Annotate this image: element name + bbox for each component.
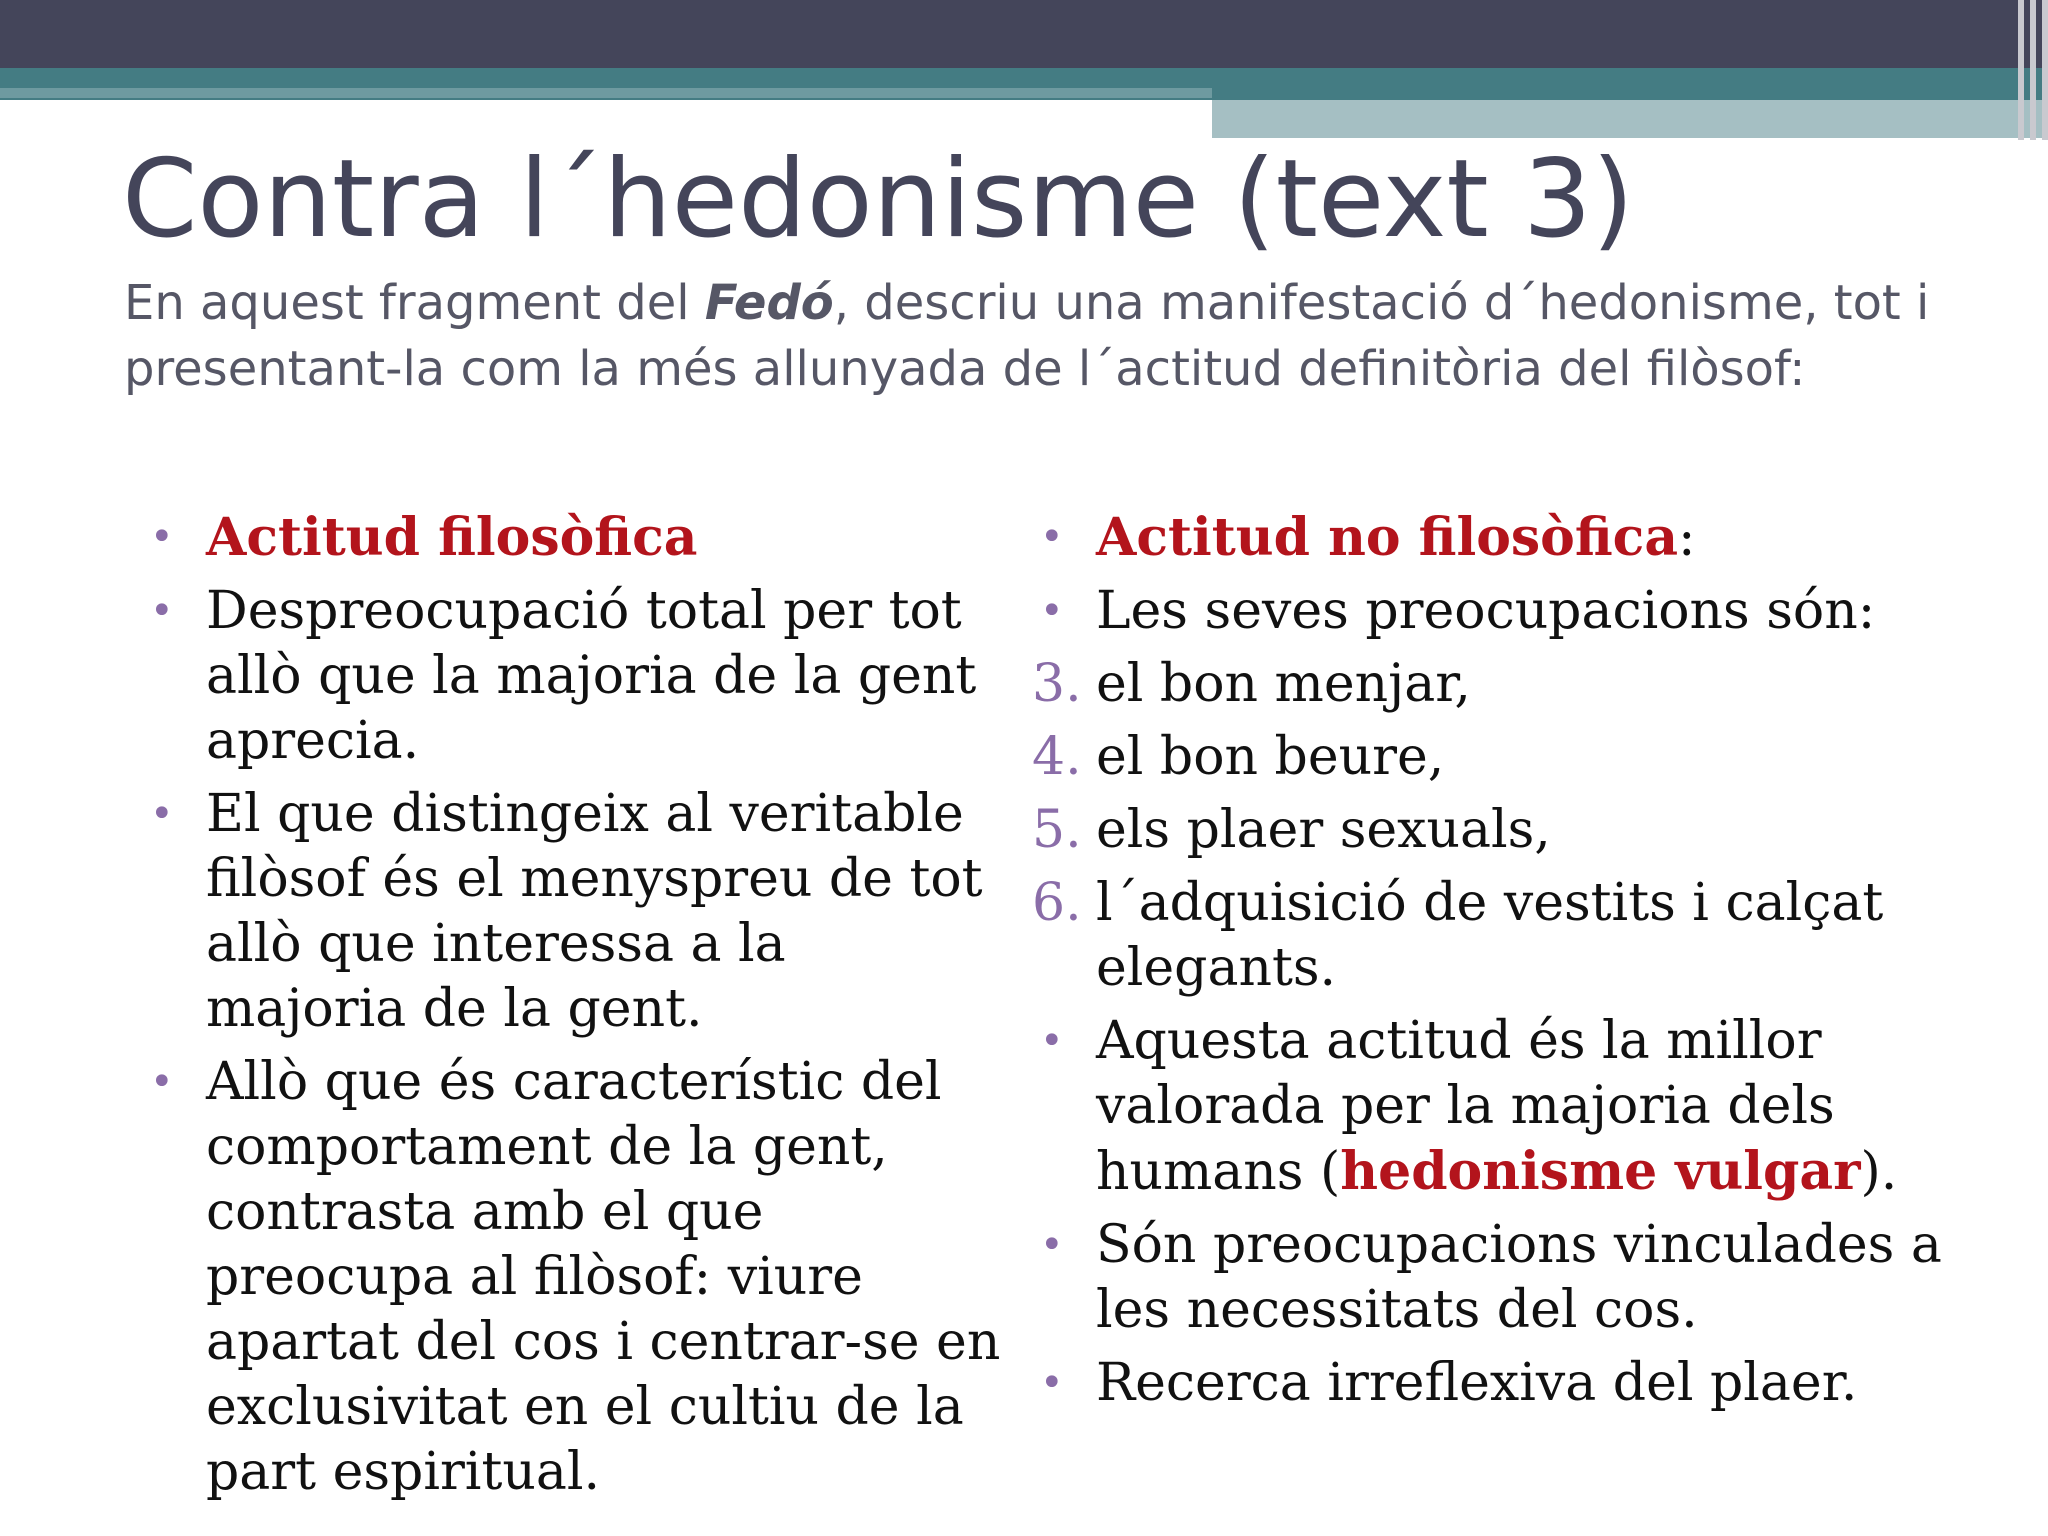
bullet-icon: • — [1040, 1360, 1064, 1406]
right-heading-suffix: : — [1678, 508, 1696, 568]
list-item — [142, 782, 1002, 1042]
header-accent-line — [0, 88, 1212, 98]
bullet-icon: • — [1040, 1018, 1064, 1064]
right-item-text: Recerca irreflexiva del plaer. — [1096, 1353, 1858, 1413]
numbered-item-text: els plaer sexuals, — [1096, 800, 1551, 860]
numbered-item-text: el bon menjar, — [1096, 654, 1471, 714]
left-column — [142, 505, 1002, 1513]
header-band-dark — [0, 0, 2048, 68]
numbered-item-text: l´adquisició de vestits i calçat elegants. — [1096, 873, 1884, 998]
list-item — [142, 1050, 1002, 1505]
left-item-text: Despreocupació total per tot allò que la majoria de la gent aprecia. — [206, 581, 977, 771]
valued-suffix: ). — [1860, 1142, 1898, 1202]
edge-stripes — [1992, 0, 2048, 140]
left-item-text: El que distingeix al veritable filòsof és el menyspreu de tot allò que interessa a la majoria de la gent. — [206, 784, 983, 1039]
hedonisme-vulgar-highlight: hedonisme vulgar — [1340, 1141, 1861, 1202]
left-item-text: Allò que és característic del comportament de la gent, contrasta amb el que preocupa al filòsof: viure apartat del cos i centrar-se en exclusivitat en el cultiu de la part espiritual. — [206, 1052, 1001, 1502]
list-item — [1032, 1351, 1992, 1416]
intro-part1: En aquest fragment del — [124, 275, 705, 331]
right-item-text: Són preocupacions vinculades a les necessitats del cos. — [1096, 1215, 1942, 1340]
numbered-item — [1032, 725, 1992, 790]
bullet-icon: • — [150, 588, 174, 634]
item-number: 3. — [1032, 654, 1082, 714]
slide-intro — [124, 270, 2004, 402]
right-column — [1032, 505, 1992, 1424]
valued-prefix: Aquesta actitud és la millor valorada per la majoria dels humans ( — [1096, 1011, 1835, 1202]
bullet-icon: • — [1040, 588, 1064, 634]
list-item — [142, 505, 1002, 571]
list-item — [1032, 1213, 1992, 1343]
list-item — [1032, 1009, 1992, 1205]
list-item — [1032, 579, 1992, 644]
bullet-icon: • — [150, 791, 174, 837]
list-item — [142, 579, 1002, 774]
right-heading: Actitud no filosòfica — [1096, 507, 1679, 568]
header-band-light — [1212, 100, 2048, 138]
numbered-item — [1032, 652, 1992, 717]
bullet-icon: • — [1040, 514, 1064, 560]
numbered-item — [1032, 871, 1992, 1001]
list-item — [1032, 505, 1992, 571]
intro-part2: , descriu una manifestació d´hedonisme, tot i presentant-la com la més allunyada de l´actitud definitòria del filòsof: — [124, 275, 1930, 397]
item-number: 6. — [1032, 873, 1082, 933]
bullet-icon: • — [1040, 1222, 1064, 1268]
intro-work-title: Fedó — [704, 275, 834, 331]
item-number: 5. — [1032, 800, 1082, 860]
left-heading: Actitud filosòfica — [206, 507, 698, 568]
slide-title: Contra l´hedonisme (text 3) — [122, 137, 1634, 262]
right-intro: Les seves preocupacions són: — [1096, 581, 1876, 641]
numbered-item-text: el bon beure, — [1096, 727, 1445, 787]
bullet-icon: • — [150, 1059, 174, 1105]
item-number: 4. — [1032, 727, 1082, 787]
numbered-item — [1032, 798, 1992, 863]
bullet-icon: • — [150, 514, 174, 560]
